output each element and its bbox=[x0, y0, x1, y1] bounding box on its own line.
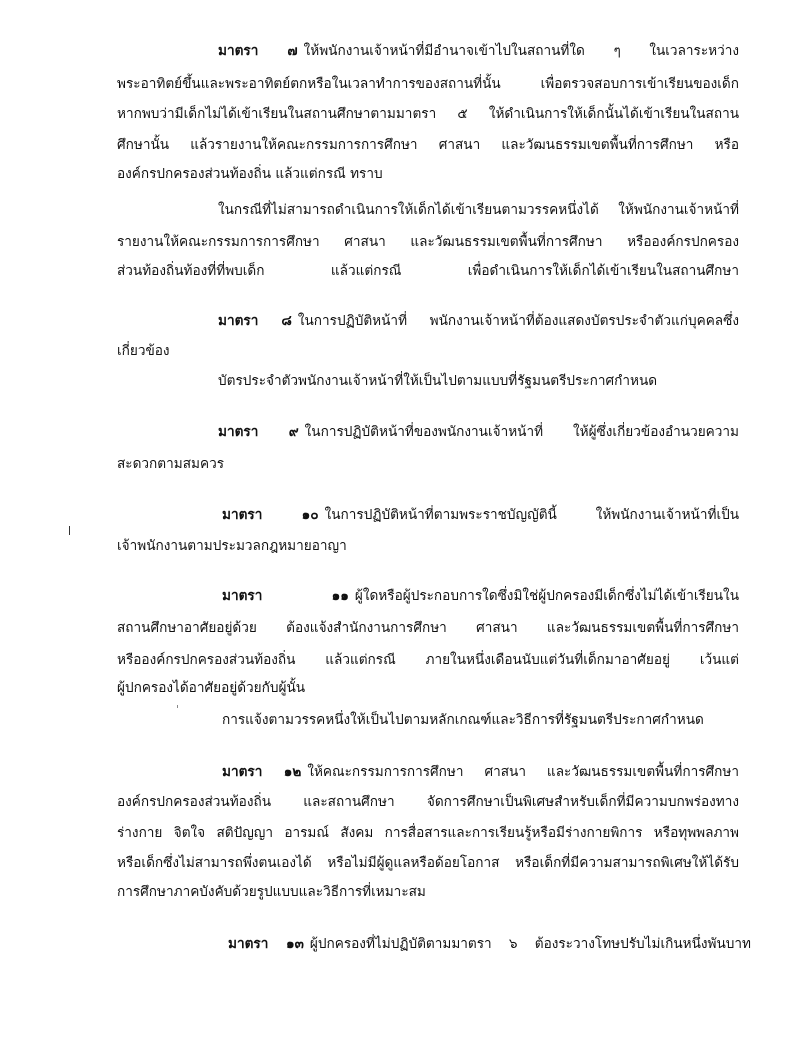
section-8-line-1: มาตรา ๘ ในการปฏิบัติหน้าที่ พนักงานเจ้าหน้าที่ต้องแสดงบัตรประจำตัวแก่บุคคลซึ่ง bbox=[218, 313, 739, 329]
section-12-label: มาตรา ๑๒ bbox=[222, 764, 302, 780]
section-7-para2-line-1: ในกรณีที่ไม่สามารถดำเนินการให้เด็กได้เข้าเรียนตามวรรคหนึ่งได้ ให้พนักงานเจ้าหน้าที่ bbox=[218, 202, 739, 218]
section-7-para2-line-2: รายงานให้คณะกรรมการการศึกษา ศาสนา และวัฒนธรรมเขตพื้นที่การศึกษา หรือองค์กรปกครอง bbox=[117, 234, 739, 250]
section-7-line-3: หากพบว่ามีเด็กไม่ได้เข้าเรียนในสถานศึกษาตามมาตรา ๕ ให้ดำเนินการให้เด็กนั้นได้เข้าเรียนในสถาน bbox=[117, 106, 739, 122]
section-12-line-4: หรือเด็กซึ่งไม่สามารถพึ่งตนเองได้ หรือไม่มีผู้ดูแลหรือด้อยโอกาส หรือเด็กที่มีความสามารถพิเศษให้ได้รับ bbox=[117, 855, 739, 871]
section-9-line-1: มาตรา ๙ ในการปฏิบัติหน้าที่ของพนักงานเจ้าหน้าที่ ให้ผู้ซึ่งเกี่ยวข้องอำนวยความ bbox=[218, 424, 740, 440]
section-11-line-1: มาตรา ๑๑ ผู้ใดหรือผู้ประกอบการใดซึ่งมิใช่ผู้ปกครองมีเด็กซึ่งไม่ได้เข้าเรียนใน bbox=[222, 588, 739, 604]
section-12-line-3: ร่างกาย จิตใจ สติปัญญา อารมณ์ สังคม การสื่อสารและการเรียนรู้หรือมีร่างกายพิการ หรือทุพพลภาพ bbox=[117, 825, 739, 841]
section-12-line-1: มาตรา ๑๒ ให้คณะกรรมการการศึกษา ศาสนา และวัฒนธรรมเขตพื้นที่การศึกษา bbox=[222, 764, 739, 780]
section-9-label: มาตรา ๙ bbox=[218, 424, 299, 440]
section-11-line-3: หรือองค์กรปกครองส่วนท้องถิ่น แล้วแต่กรณี ภายในหนึ่งเดือนนับแต่วันที่เด็กมาอาศัยอยู่ เว้นแต่ bbox=[117, 652, 739, 668]
section-13-line-1: มาตรา ๑๓ ผู้ปกครองที่ไม่ปฏิบัติตามมาตรา ๖ ต้องระวางโทษปรับไม่เกินหนึ่งพันบาท bbox=[228, 936, 752, 952]
section-7-line-2: พระอาทิตย์ขึ้นและพระอาทิตย์ตกหรือในเวลาทำการของสถานที่นั้น เพื่อตรวจสอบการเข้าเรียนของเด็ก bbox=[117, 76, 739, 92]
section-11-line-2: สถานศึกษาอาศัยอยู่ด้วย ต้องแจ้งสำนักงานการศึกษา ศาสนา และวัฒนธรรมเขตพื้นที่การศึกษา bbox=[117, 620, 739, 636]
section-7-line-4: ศึกษานั้น แล้วรายงานให้คณะกรรมการการศึกษา ศาสนา และวัฒนธรรมเขตพื้นที่การศึกษา หรือ bbox=[117, 137, 739, 153]
section-10-line-2: เจ้าพนักงานตามประมวลกฎหมายอาญา bbox=[117, 538, 347, 554]
scan-mark bbox=[69, 526, 70, 535]
section-7-para2-line-3: ส่วนท้องถิ่นท้องที่ที่พบเด็ก แล้วแต่กรณี เพื่อดำเนินการให้เด็กได้เข้าเรียนในสถานศึกษา bbox=[117, 263, 739, 279]
section-11-line-4: ผู้ปกครองได้อาศัยอยู่ด้วยกับผู้นั้น bbox=[117, 680, 306, 696]
section-10-label: มาตรา ๑๐ bbox=[222, 507, 319, 523]
section-11-label: มาตรา ๑๑ bbox=[222, 588, 349, 604]
section-10-line-1: มาตรา ๑๐ ในการปฏิบัติหน้าที่ตามพระราชบัญญัตินี้ ให้พนักงานเจ้าหน้าที่เป็น bbox=[222, 507, 740, 523]
section-13-label: มาตรา ๑๓ bbox=[228, 936, 304, 952]
section-7-line-5: องค์กรปกครองส่วนท้องถิ่น แล้วแต่กรณี ทราบ bbox=[117, 166, 383, 182]
section-9-line-2: สะดวกตามสมควร bbox=[117, 456, 224, 472]
section-7-label: มาตรา ๗ bbox=[218, 43, 298, 59]
scan-speck bbox=[177, 705, 178, 708]
section-11-para2: การแจ้งตามวรรคหนึ่งให้เป็นไปตามหลักเกณฑ์และวิธีการที่รัฐมนตรีประกาศกำหนด bbox=[222, 712, 704, 728]
section-8-line-2: เกี่ยวข้อง bbox=[117, 343, 170, 359]
section-7-line-1: มาตรา ๗ ให้พนักงานเจ้าหน้าที่มีอำนาจเข้าไปในสถานที่ใด ๆ ในเวลาระหว่าง bbox=[218, 43, 740, 59]
section-12-line-5: การศึกษาภาคบังคับด้วยรูปแบบและวิธีการที่เหมาะสม bbox=[117, 884, 426, 900]
section-8-label: มาตรา ๘ bbox=[218, 313, 292, 329]
section-8-para2: บัตรประจำตัวพนักงานเจ้าหน้าที่ให้เป็นไปตามแบบที่รัฐมนตรีประกาศกำหนด bbox=[218, 373, 658, 389]
section-12-line-2: องค์กรปกครองส่วนท้องถิ่น และสถานศึกษา จัดการศึกษาเป็นพิเศษสำหรับเด็กที่มีความบกพร่องทาง bbox=[117, 794, 739, 810]
